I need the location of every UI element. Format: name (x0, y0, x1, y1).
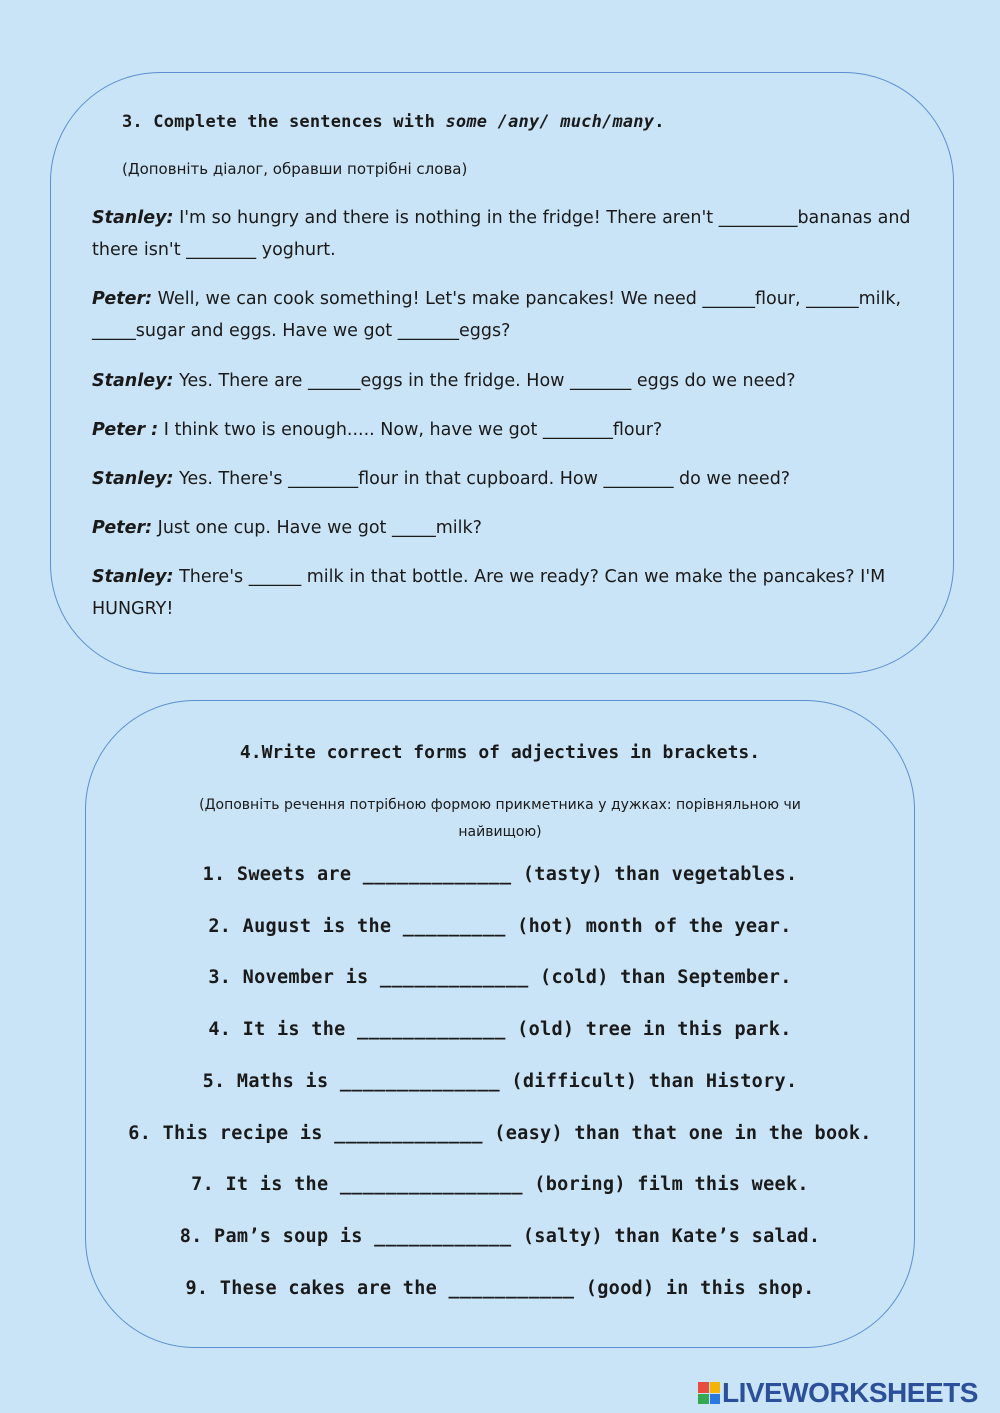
dialog-line: Stanley: I'm so hungry and there is nothing in the fridge! There aren't _________bananas and there isn't ________ yoghurt. (92, 208, 911, 260)
adjective-item: 5. Maths is ______________ (difficult) than History. (202, 1071, 798, 1092)
dialog-line: Stanley: There's ______ milk in that bottle. Are we ready? Can we make the pancakes? I'M HUNGRY! (92, 567, 886, 619)
adjective-item: 4. It is the _____________ (old) tree in this park. (208, 1019, 792, 1040)
dialog-line: Peter : I think two is enough..... Now, have we got ________flour? (92, 420, 663, 440)
dialog-line: Peter: Just one cup. Have we got _____milk? (92, 518, 482, 538)
adjective-item: 6. This recipe is _____________ (easy) than that one in the book. (128, 1123, 872, 1144)
exercise-4-title: 4.Write correct forms of adjectives in brackets. (239, 742, 761, 763)
adjective-item: 7. It is the ________________ (boring) film this week. (191, 1174, 809, 1195)
dialog-line: Stanley: Yes. There are ______eggs in the fridge. How _______ eggs do we need? (92, 371, 796, 391)
dialog-line: Peter: Well, we can cook something! Let's make pancakes! We need ______flour, ______milk, _____sugar and eggs. Have we got _______eggs? (92, 289, 902, 341)
exercise-4-subtitle: (Доповніть речення потрібною формою прикметника у дужках: порівняльною чи найвищою) (199, 797, 801, 840)
logo-text: LIVEWORKSHEETS (722, 1377, 978, 1408)
adjective-item: 3. November is _____________ (cold) than September. (208, 967, 792, 988)
dialog-line: Stanley: Yes. There's ________flour in that cupboard. How ________ do we need? (92, 469, 791, 489)
exercise-3-subtitle: (Доповніть діалог, обравши потрібні слова) (122, 160, 468, 178)
adjective-item: 8. Pam’s soup is ____________ (salty) than Kate’s salad. (179, 1226, 821, 1247)
adjective-item: 2. August is the _________ (hot) month of the year. (208, 916, 792, 937)
logo-blocks-icon (698, 1382, 720, 1404)
adjective-item: 9. These cakes are the ___________ (good) in this shop. (185, 1278, 815, 1299)
exercise-3-title: 3. Complete the sentences with some /any/ much/many. (122, 112, 665, 132)
liveworksheets-logo[interactable] (698, 1376, 978, 1410)
adjective-item: 1. Sweets are _____________ (tasty) than vegetables. (202, 864, 798, 885)
